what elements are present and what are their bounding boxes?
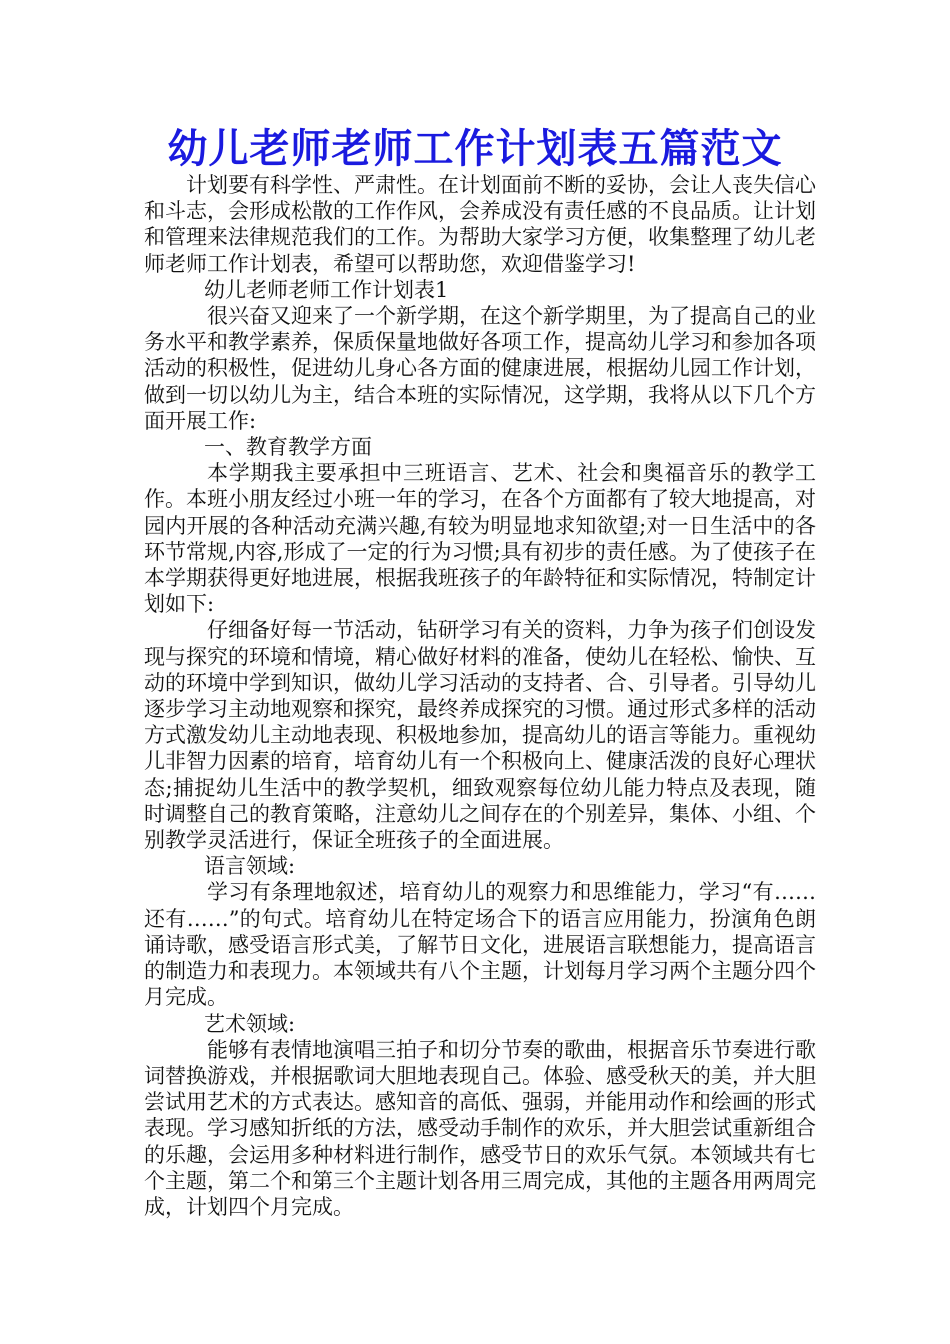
teaching-paragraph: 本学期我主要承担中三班语言、艺术、社会和奥福音乐的教学工作。本班小朋友经过小班一年的学习，在各个方面都有了较大地提高，对园内开展的各种活动充满兴趣,有较为明显地求知欲望;对一日生活中的各环节常规,内容,形成了一定的行为习惯;具有初步的责任感。为了使孩子在本学期获得更好地进展，根据我班孩子的年龄特征和实际情况，特制定计划如下: — [144, 461, 816, 617]
education-heading: 一、教育教学方面 — [204, 435, 372, 460]
intro-paragraph: 计划要有科学性、严肃性。在计划面前不断的妥协，会让人丧失信心和斗志，会形成松散的工作作风，会养成没有责任感的不良品质。让计划和管理来法律规范我们的工作。为帮助大家学习方便，收集整理了幼儿老师老师工作计划表，希望可以帮助您，欢迎借鉴学习! — [144, 173, 816, 276]
document-body — [144, 172, 816, 1220]
language-paragraph: 学习有条理地叙述，培育幼儿的观察力和思维能力，学习“有……还有……”的句式。培育幼儿在特定场合下的语言应用能力，扮演角色朗诵诗歌，感受语言形式美，了解节日文化，进展语言联想能力，提高语言的制造力和表现力。本领域共有八个主题，计划每月学习两个主题分四个月完成。 — [144, 880, 816, 1010]
document-title: 幼儿老师老师工作计划表五篇范文 — [167, 126, 783, 172]
method-paragraph: 仔细备好每一节活动，钻研学习有关的资料，力争为孩子们创设发现与探究的环境和情境，精心做好材料的准备，使幼儿在轻松、愉快、互动的环境中学到知识，做幼儿学习活动的支持者、合、引导者。引导幼儿逐步学习主动地观察和探究，最终养成探究的习惯。通过形式多样的活动方式激发幼儿主动地表现、积极地参加，提高幼儿的语言等能力。重视幼儿非智力因素的培育，培育幼儿有一个积极向上、健康活泼的良好心理状态;捕捉幼儿生活中的教学契机，细致观察每位幼儿能力特点及表现，随时调整自己的教育策略，注意幼儿之间存在的个别差异，集体、小组、个别教学灵活进行，保证全班孩子的全面进展。 — [144, 618, 816, 853]
language-heading: 语言领域: — [204, 854, 296, 879]
section-heading: 幼儿老师老师工作计划表1 — [204, 277, 449, 302]
opening-paragraph: 很兴奋又迎来了一个新学期，在这个新学期里，为了提高自己的业务水平和教学素养，保质保量地做好各项工作，提高幼儿学习和参加各项活动的积极性，促进幼儿身心各方面的健康进展，根据幼儿园工作计划，做到一切以幼儿为主，结合本班的实际情况，这学期，我将从以下几个方面开展工作: — [144, 304, 816, 433]
art-heading: 艺术领域: — [204, 1011, 296, 1036]
art-paragraph: 能够有表情地演唱三拍子和切分节奏的歌曲，根据音乐节奏进行歌词替换游戏，并根据歌词大胆地表现自己。体验、感受秋天的美，并大胆尝试用艺术的方式表达。感知音的高低、强弱，并能用动作和绘画的形式表现。学习感知折纸的方法，感受动手制作的欢乐，并大胆尝试重新组合的乐趣，会运用多种材料进行制作，感受节日的欢乐气氛。本领域共有七个主题，第二个和第三个主题计划各用三周完成，其他的主题各用两周完成，计划四个月完成。 — [144, 1037, 816, 1219]
